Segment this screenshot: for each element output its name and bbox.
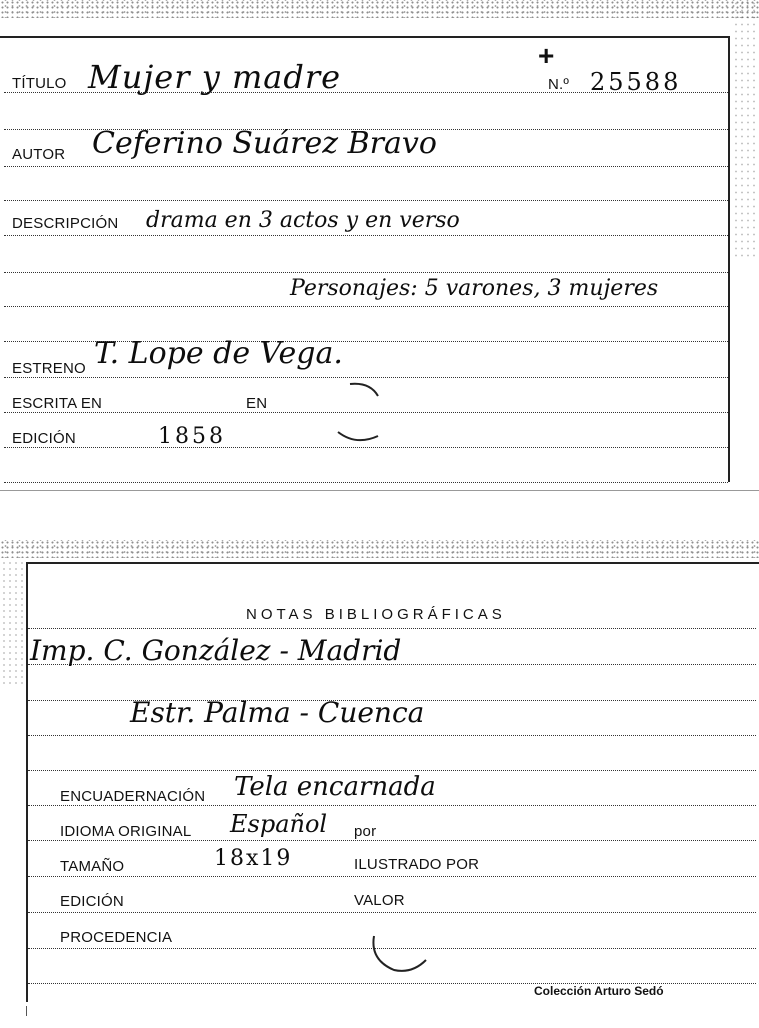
- card-left-mark: [26, 1006, 27, 1016]
- ruled-line: [28, 735, 756, 736]
- description-extra: Personajes: 5 varones, 3 mujeres: [290, 276, 659, 301]
- ruled-line: [4, 272, 728, 273]
- card-top-border: [26, 562, 759, 564]
- author-value: Ceferino Suárez Bravo: [92, 126, 437, 161]
- card-edge-texture: [0, 558, 24, 688]
- number-value: 25588: [590, 68, 682, 96]
- collection-footer: Colección Arturo Sedó: [534, 984, 664, 998]
- note-line-1: Imp. C. González - Madrid: [30, 634, 402, 667]
- ruled-line: [28, 876, 756, 877]
- edition-label: EDICIÓN: [12, 430, 76, 447]
- title-label: TÍTULO: [12, 75, 67, 92]
- catalog-card-back: [0, 540, 759, 1028]
- premiere-label: ESTRENO: [12, 360, 86, 377]
- value-label: VALOR: [354, 892, 405, 909]
- cross-mark: +: [538, 40, 555, 71]
- bibliographic-notes-heading: NOTAS BIBLIOGRÁFICAS: [246, 606, 506, 623]
- ruled-line: [4, 166, 728, 167]
- ruled-line: [28, 628, 756, 629]
- card-bottom-edge: [0, 490, 759, 491]
- note-line-2: Estr. Palma - Cuenca: [130, 696, 425, 729]
- ruled-line: [4, 235, 728, 236]
- original-language-value: Español: [230, 810, 328, 838]
- premiere-value: T. Lope de Vega.: [94, 336, 343, 371]
- edition-value: 1858: [158, 424, 226, 449]
- ruled-line: [4, 200, 728, 201]
- description-label: DESCRIPCIÓN: [12, 215, 119, 232]
- binding-value: Tela encarnada: [234, 772, 436, 802]
- catalog-card-front: [0, 0, 759, 492]
- card-edge-texture: [0, 0, 759, 18]
- title-value: Mujer y madre: [88, 58, 342, 96]
- ruled-line: [28, 770, 756, 771]
- card-top-border: [0, 36, 730, 38]
- card-right-border: [728, 36, 730, 482]
- size-value: 18x19: [214, 846, 293, 871]
- edition-label: EDICIÓN: [60, 893, 124, 910]
- illustrated-by-label: ILUSTRADO POR: [354, 856, 480, 873]
- ruled-line: [4, 377, 728, 378]
- description-value: drama en 3 actos y en verso: [146, 208, 460, 233]
- by-label: por: [354, 823, 377, 840]
- binding-label: ENCUADERNACIÓN: [60, 788, 206, 805]
- provenance-label: PROCEDENCIA: [60, 929, 173, 946]
- ruled-line: [4, 306, 728, 307]
- card-edge-texture: [0, 540, 759, 558]
- original-language-label: IDIOMA ORIGINAL: [60, 823, 192, 840]
- author-label: AUTOR: [12, 146, 66, 163]
- card-edge-texture: [733, 0, 759, 260]
- punch-hole: [366, 930, 430, 978]
- written-in-label: ESCRITA EN: [12, 395, 103, 412]
- size-label: TAMAÑO: [60, 858, 125, 875]
- number-label: N.º: [548, 76, 570, 93]
- written-in-en-label: EN: [246, 395, 268, 412]
- ruled-line: [4, 482, 728, 483]
- punch-hole: [330, 380, 386, 448]
- ruled-line: [28, 912, 756, 913]
